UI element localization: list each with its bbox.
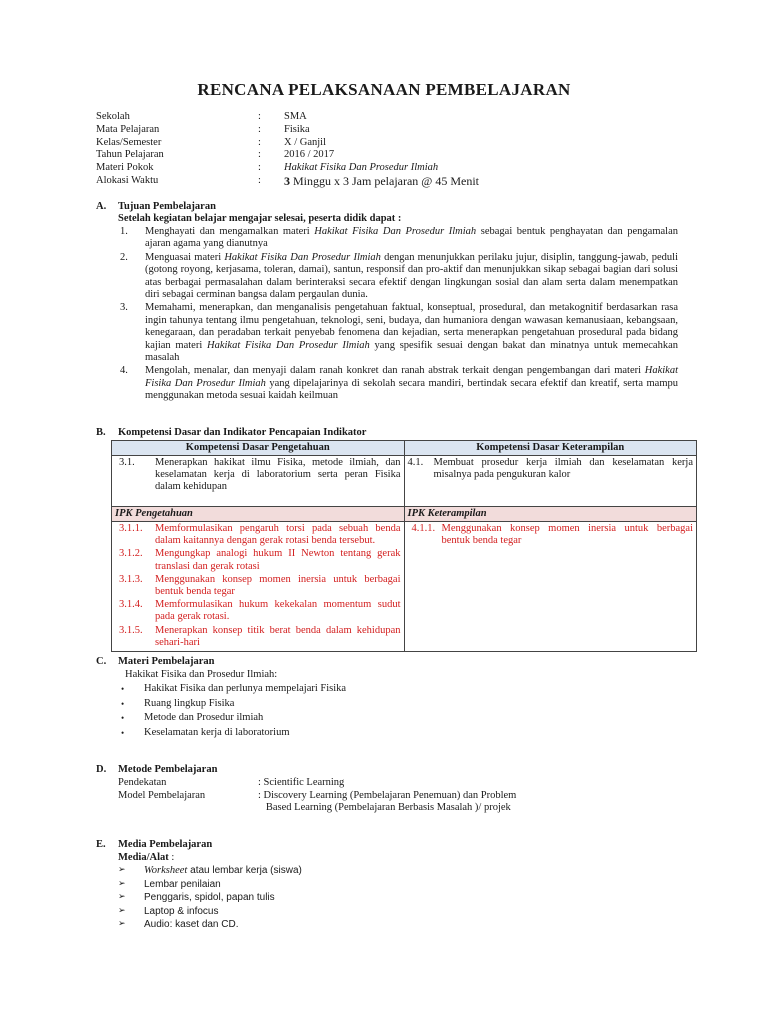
- kd-text: Menerapkan hakikat ilmu Fisika, metode ilmiah, dan keselamatan kerja di laboratorium serta peran Fisika dalam kehidupan: [155, 457, 401, 493]
- info-colon: :: [258, 149, 261, 161]
- info-colon: :: [258, 111, 261, 122]
- media-text: Penggaris, spidol, papan tulis: [144, 892, 275, 904]
- ipk-text: Menerapkan konsep titik berat benda dalam kehidupan sehari-hari: [155, 624, 401, 648]
- ipk-item: [408, 523, 694, 547]
- method-value: Based Learning (Pembelajaran Berbasis Masalah )/ projek: [258, 802, 511, 814]
- info-colon: :: [258, 162, 261, 174]
- method-row: [118, 777, 516, 790]
- time-count: 3: [284, 173, 290, 188]
- col-header-skill: Kompetensi Dasar Keterampilan: [404, 441, 697, 456]
- material-text: Hakikat Fisika dan perlunya mempelajari Fisika: [144, 683, 347, 694]
- info-label: Mata Pelajaran: [96, 123, 160, 135]
- kd-number: 4.1.: [407, 457, 424, 468]
- objective-text: dengan menunjukkan perilaku jujur, disiplin, tanggung-jawab, peduli (gotong royong, kerjasama, toleran, damai), santun, responsif dan pro-aktif dan menunjukkan sikap sebagai bagian dari solusi atas berbagai permasalahan dalam berinteraksi secara efektif dengan lingkungan sosial dan alam serta dalam menempatkan diri sebagai cerminan bangsa dalam pergaulan dunia.: [145, 251, 679, 301]
- objective-item: [118, 302, 678, 364]
- media-italic: Worksheet: [144, 865, 188, 876]
- section-letter: E.: [96, 839, 106, 850]
- media-text: atau lembar kerja (siswa): [187, 865, 302, 876]
- bullet-icon: •: [121, 727, 125, 738]
- bullet-icon: •: [121, 713, 125, 723]
- list-item: [118, 918, 302, 932]
- method-label: Model Pembelajaran: [118, 789, 206, 801]
- section-title: Kompetensi Dasar dan Indikator Pencapaian Indikator: [118, 427, 367, 438]
- info-row-class: [96, 137, 479, 150]
- kd-row: [112, 456, 697, 507]
- kd-knowledge-cell: [112, 456, 405, 507]
- list-item: [118, 711, 346, 726]
- document-title: RENCANA PELAKSANAAN PEMBELAJARAN: [197, 80, 571, 99]
- ipk-knowledge-cell: [112, 522, 405, 652]
- objectives-list: [118, 226, 678, 404]
- col-header-knowledge: Kompetensi Dasar Pengetahuan: [112, 441, 405, 456]
- bullet-icon: •: [121, 684, 125, 694]
- kd-skill-cell: [404, 456, 697, 507]
- objective-item: [118, 226, 678, 251]
- objective-number: 1.: [120, 226, 128, 237]
- list-item: [118, 891, 302, 905]
- list-item: [118, 878, 302, 892]
- ipk-text: Memformulasikan hukum kekekalan momentum sudut pada gerak rotasi.: [155, 599, 401, 623]
- section-title: Tujuan Pembelajaran: [118, 201, 216, 212]
- material-text: Ruang lingkup Fisika: [144, 697, 235, 709]
- info-colon: :: [258, 136, 261, 148]
- objective-text: Menghayati dan mengamalkan materi: [145, 226, 315, 237]
- media-subtitle: [118, 852, 174, 863]
- objective-text: yang spesifik sesuai dengan bakat dan minatnya untuk memecahkan masalah: [145, 339, 678, 364]
- method-value: : Discovery Learning (Pembelajaran Penemuan) dan Problem: [258, 789, 517, 801]
- media-subtitle-label: Media/Alat: [118, 852, 169, 863]
- ipk-header-row: [112, 507, 697, 522]
- ipk-item: [115, 523, 401, 547]
- objective-number: 3.: [120, 302, 128, 314]
- competency-table: [111, 440, 697, 652]
- media-subtitle-suffix: :: [168, 852, 175, 863]
- method-value: : Scientific Learning: [258, 777, 345, 788]
- objective-text: sebagai bentuk penghayatan dan pengamalan ajaran agama yang dianutnya: [145, 226, 678, 250]
- info-row-subject: [96, 124, 479, 137]
- media-text: Audio: kaset dan CD.: [144, 919, 239, 931]
- ipk-item: [115, 625, 401, 649]
- ipk-number: 3.1.2.: [119, 548, 143, 560]
- section-letter: A.: [96, 201, 107, 212]
- identity-block: [96, 111, 479, 188]
- method-label: Pendekatan: [118, 777, 167, 788]
- section-letter: B.: [96, 427, 106, 438]
- info-label: Kelas/Semester: [96, 136, 162, 148]
- objective-item: [118, 252, 678, 302]
- section-e-heading: [96, 839, 212, 850]
- ipk-number: 4.1.1.: [411, 523, 436, 534]
- info-colon: :: [258, 123, 261, 135]
- info-row-time: [96, 175, 479, 188]
- info-colon: :: [258, 174, 261, 186]
- objective-item: [118, 365, 678, 402]
- ipk-number: 3.1.5.: [119, 624, 143, 636]
- method-row: [118, 802, 516, 815]
- info-label: Alokasi Waktu: [96, 174, 159, 186]
- ipk-number: 3.1.3.: [119, 573, 143, 585]
- media-list: [118, 864, 302, 932]
- list-item: [118, 682, 346, 697]
- methods-block: [118, 777, 516, 815]
- media-text: Laptop & infocus: [144, 905, 219, 917]
- objective-text: Memahami, menerapkan, dan menganalisis pengetahuan faktual, konseptual, prosedural, dan metakognitif berdasarkan rasa ingin tahunya tentang ilmu pengetahuan, teknologi, seni, budaya, dan humaniora dengan wawasan kemanusiaan, kebangsaan, kenegaraan, dan peradaban terkait penyebab fenomena dan kejadian, serta menerapkan pengetahuan prosedural pada bidang kajian materi: [145, 302, 678, 351]
- arrow-bullet-icon: ➢: [118, 878, 126, 889]
- ipk-item: [115, 574, 401, 598]
- section-b-heading: [96, 427, 366, 438]
- objective-topic: Hakikat Fisika Dan Prosedur Ilmiah: [314, 226, 477, 237]
- objective-number: 2.: [120, 251, 128, 263]
- section-letter: C.: [96, 656, 107, 667]
- material-text: Metode dan Prosedur ilmiah: [144, 712, 264, 723]
- arrow-bullet-icon: ➢: [118, 919, 126, 930]
- kd-text: Membuat prosedur kerja ilmiah dan keselamatan kerja misalnya pada pengukuran kalor: [433, 457, 693, 481]
- ipk-number: 3.1.4.: [119, 599, 143, 611]
- objective-text: Menguasai materi: [145, 251, 225, 263]
- info-label: Materi Pokok: [96, 162, 154, 174]
- section-title: Media Pembelajaran: [118, 839, 213, 850]
- info-label: Tahun Pelajaran: [96, 149, 164, 161]
- info-row-year: [96, 149, 479, 162]
- materials-list: [118, 682, 346, 740]
- ipk-knowledge-header: IPK Pengetahuan: [112, 507, 405, 522]
- objective-text: yang dipelajarinya di sekolah secara mandiri, bertindak secara efektif dan kreatif, serta mampu menggunakan metoda sesuai kaidah keilmuan: [145, 377, 678, 402]
- material-text: Keselamatan kerja di laboratorium: [144, 726, 290, 738]
- ipk-skill-cell: [404, 522, 697, 652]
- kd-item: [408, 457, 694, 481]
- arrow-bullet-icon: ➢: [118, 865, 126, 875]
- section-d-heading: [96, 764, 217, 775]
- section-letter: D.: [96, 764, 107, 775]
- materials-intro: Hakikat Fisika dan Prosedur Ilmiah:: [125, 669, 278, 680]
- objective-number: 4.: [120, 365, 128, 377]
- ipk-row: [112, 522, 697, 652]
- ipk-text: Mengungkap analogi hukum II Newton tentang gerak translasi dan gerak rotasi: [155, 548, 401, 572]
- list-item: [118, 905, 302, 919]
- objective-topic: Hakikat Fisika Dan Prosedur Ilmiah: [207, 339, 370, 351]
- ipk-text: Menggunakan konsep momen inersia untuk berbagai bentuk benda tegar: [155, 573, 401, 598]
- ipk-text: Menggunakan konsep momen inersia untuk berbagai bentuk benda tegar: [441, 523, 693, 547]
- section-a-heading: [96, 201, 216, 212]
- info-row-school: [96, 111, 479, 124]
- section-a-subtitle: Setelah kegiatan belajar mengajar selesai, peserta didik dapat :: [118, 213, 402, 224]
- section-title: Materi Pembelajaran: [118, 656, 215, 667]
- kd-number: 3.1.: [119, 457, 135, 468]
- method-row: [118, 790, 516, 803]
- kd-item: [115, 457, 401, 494]
- method-label: [118, 802, 258, 815]
- info-value: SMA: [284, 111, 307, 122]
- objective-topic: Hakikat Fisika Dan Prosedur Ilmiah: [224, 251, 381, 263]
- section-c-heading: [96, 656, 215, 667]
- section-title: Metode Pembelajaran: [118, 764, 218, 775]
- ipk-number: 3.1.1.: [119, 523, 143, 534]
- list-item: [118, 697, 346, 712]
- info-value: 2016 / 2017: [284, 149, 335, 161]
- list-item: [118, 726, 346, 741]
- list-item: [118, 864, 302, 878]
- arrow-bullet-icon: ➢: [118, 892, 126, 903]
- info-value: Fisika: [284, 123, 310, 135]
- ipk-item: [115, 548, 401, 572]
- info-label: Sekolah: [96, 111, 130, 122]
- arrow-bullet-icon: ➢: [118, 905, 126, 916]
- ipk-skill-header: IPK Keterampilan: [404, 507, 697, 522]
- time-text: Minggu x 3 Jam pelajaran @ 45 Menit: [290, 173, 480, 188]
- info-value: Hakikat Fisika Dan Prosedur Ilmiah: [284, 162, 439, 174]
- bullet-icon: •: [121, 698, 125, 709]
- media-text: Lembar penilaian: [144, 878, 221, 890]
- ipk-item: [115, 599, 401, 623]
- objective-topic: Hakikat Fisika Dan Prosedur Ilmiah: [145, 365, 678, 389]
- table-header-row: [112, 441, 697, 456]
- info-value: [284, 175, 479, 188]
- info-value: X / Ganjil: [284, 136, 326, 148]
- ipk-text: Memformulasikan pengaruh torsi pada sebuah benda dalam kaitannya dengan gerak rotasi benda tersebut.: [155, 523, 401, 547]
- objective-text: Mengolah, menalar, dan menyaji dalam ranah konkret dan ranah abstrak terkait dengan pengembangan dari materi: [145, 365, 645, 377]
